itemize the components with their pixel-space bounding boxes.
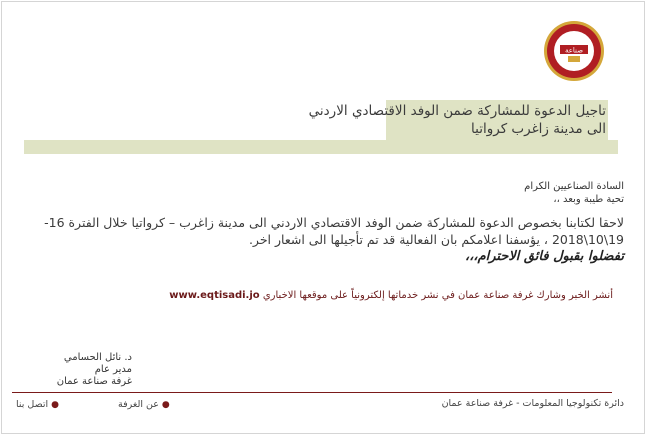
page-title: تاجيل الدعوة للمشاركة ضمن الوفد الاقتصادي الاردني الى مدينة زاغرب كرواتيا [308, 103, 606, 137]
website-link[interactable]: www.eqtisadi.jo [169, 290, 260, 301]
title-band [24, 100, 618, 156]
contact-us-link[interactable] [16, 399, 59, 410]
bullet-icon: ● [51, 400, 60, 410]
closing-text: تفضلوا بقبول فائق الاحترام،،، [465, 249, 624, 264]
contact-us-label[interactable]: اتصل بنا [16, 399, 49, 410]
about-chamber-link[interactable] [118, 399, 170, 410]
signature-role: مدير عام [94, 364, 132, 375]
footer-department: دائرة تكنولوجيا المعلومات - غرفة صناعة عمان [441, 398, 624, 409]
about-chamber-label[interactable]: عن الغرفة [118, 399, 159, 410]
bullet-icon: ● [161, 400, 170, 410]
message-text: لاحقا لكتابنا بخصوص الدعوة للمشاركة ضمن الوفد الاقتصادي الاردني الى مدينة زاغرب – كرواتيا خلال الفترة 16-19\10\2018 ، يؤسفنا اعلامكم بان الفعالية قد تم تأجيلها الى اشعار اخر. [44, 215, 624, 247]
greeting-line-1: السادة الصناعيين الكرام [524, 181, 624, 192]
signature-org: غرفة صناعة عمان [56, 376, 132, 387]
share-line [145, 290, 613, 301]
signature-name: د. نائل الحسامي [63, 352, 132, 363]
signature [12, 352, 132, 388]
message-body [24, 214, 624, 265]
share-text: أنشر الخبر وشارك غرفة صناعة عمان في نشر خدماتها إلكترونياً على موقعها الاخباري [262, 290, 613, 301]
logo-emblem-text: صناعة [564, 46, 584, 55]
footer-divider [12, 392, 612, 393]
chamber-logo-icon [543, 20, 605, 82]
greeting-line-2: تحية طيبة وبعد ،، [553, 194, 624, 205]
greeting [224, 180, 624, 206]
